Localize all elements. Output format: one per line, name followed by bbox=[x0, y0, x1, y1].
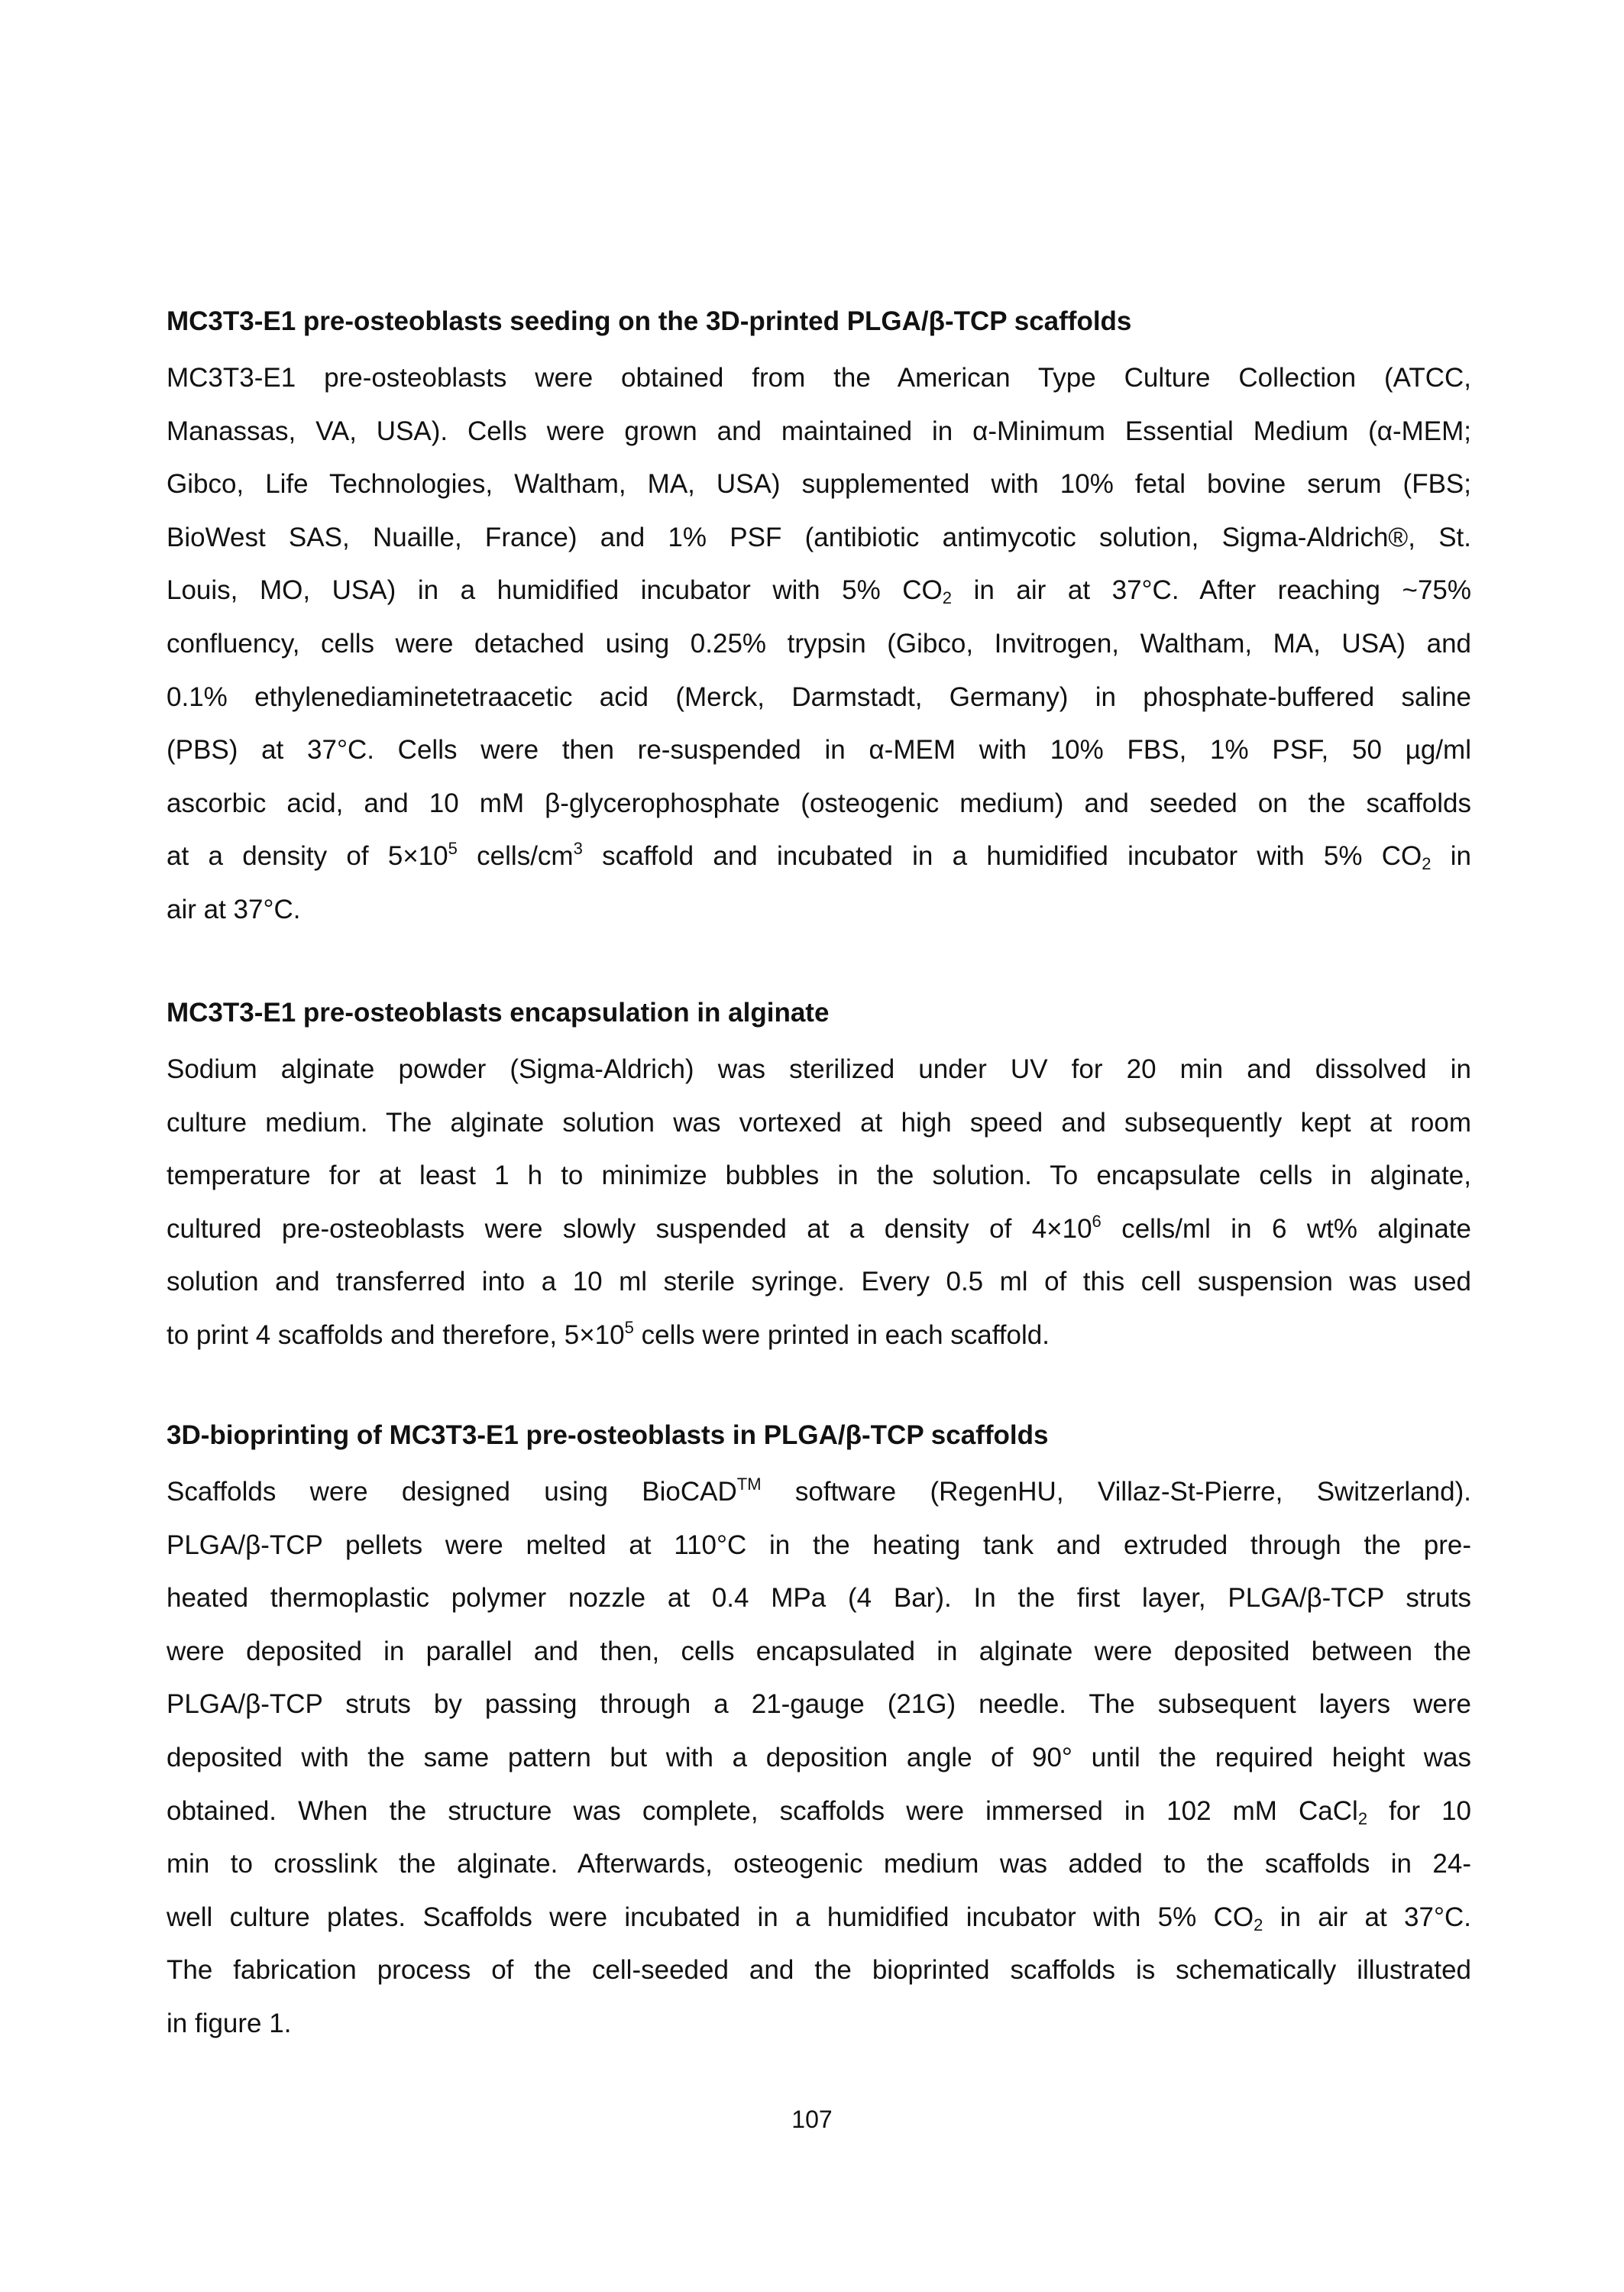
text-segment: in air at 37°C. bbox=[1263, 1902, 1471, 1932]
text-segment: cultured pre-osteoblasts were slowly suspended at a density of 4×10 bbox=[167, 1213, 1092, 1244]
text-line bbox=[167, 1785, 1471, 1838]
text-segment: scaffold and incubated in a humidified incubator with 5% CO bbox=[582, 841, 1422, 872]
text-line bbox=[167, 1997, 1471, 2051]
paragraph bbox=[167, 1465, 1471, 2051]
text-line bbox=[167, 1678, 1471, 1731]
text-segment: PLGA/β-TCP struts by passing through a 21-gauge (21G) needle. The subsequent layers were bbox=[167, 1689, 1471, 1720]
superscript: 3 bbox=[573, 839, 583, 859]
text-segment: cells/ml in 6 wt% alginate bbox=[1101, 1213, 1471, 1244]
text-segment: culture medium. The alginate solution was vortexed at high speed and subsequently kept at room bbox=[167, 1107, 1471, 1138]
text-line bbox=[167, 617, 1471, 671]
text-line bbox=[167, 1309, 1471, 1362]
text-line bbox=[167, 405, 1471, 458]
text-line bbox=[167, 1891, 1471, 1944]
text-line bbox=[167, 1149, 1471, 1203]
text-segment: min to crosslink the alginate. Afterwards, osteogenic medium was added to the scaffolds in 24- bbox=[167, 1849, 1471, 1879]
text-segment: obtained. When the structure was complete, scaffolds were immersed in 102 mM CaCl bbox=[167, 1795, 1358, 1826]
text-segment: in bbox=[1431, 841, 1471, 872]
text-segment: Scaffolds were designed using BioCAD bbox=[167, 1477, 737, 1507]
superscript: 5 bbox=[448, 839, 458, 859]
subscript: 2 bbox=[1357, 1808, 1368, 1828]
text-segment: ascorbic acid, and 10 mM β-glycerophosphate (osteogenic medium) and seeded on the scaffolds bbox=[167, 788, 1471, 818]
text-segment: PLGA/β-TCP pellets were melted at 110°C in the heating tank and extruded through the pre- bbox=[167, 1530, 1471, 1560]
text-segment: in air at 37°C. After reaching ~75% bbox=[952, 575, 1471, 606]
paragraph bbox=[167, 1043, 1471, 1362]
text-segment: to print 4 scaffolds and therefore, 5×10 bbox=[167, 1319, 625, 1350]
text-segment: were deposited in parallel and then, cells encapsulated in alginate were deposited between the bbox=[167, 1636, 1471, 1666]
section-heading: 3D-bioprinting of MC3T3-E1 pre-osteoblasts in PLGA/β-TCP scaffolds bbox=[167, 1420, 1049, 1450]
text-segment: deposited with the same pattern but with a deposition angle of 90° until the required height was bbox=[167, 1742, 1471, 1772]
text-line bbox=[167, 1731, 1471, 1785]
text-line bbox=[167, 671, 1471, 724]
text-segment: The fabrication process of the cell-seeded and the bioprinted scaffolds is schematically illustrated bbox=[167, 1955, 1471, 1986]
section-heading: MC3T3-E1 pre-osteoblasts encapsulation in alginate bbox=[167, 998, 830, 1028]
text-line bbox=[167, 1255, 1471, 1309]
text-line bbox=[167, 1096, 1471, 1150]
text-segment: heated thermoplastic polymer nozzle at 0.4 MPa (4 Bar). In the first layer, PLGA/β-TCP struts bbox=[167, 1583, 1471, 1614]
section-cell-seeding bbox=[167, 295, 1471, 937]
superscript: 5 bbox=[624, 1317, 634, 1337]
text-segment: MC3T3-E1 pre-osteoblasts were obtained from the American Type Culture Collection (ATCC, bbox=[167, 363, 1471, 393]
text-segment: 0.1% ethylenediaminetetraacetic acid (Merck, Darmstadt, Germany) in phosphate-buffered saline bbox=[167, 681, 1471, 712]
paragraph bbox=[167, 351, 1471, 937]
text-line bbox=[167, 458, 1471, 511]
text-line bbox=[167, 883, 1471, 937]
text-segment: Manassas, VA, USA). Cells were grown and maintained in α-Minimum Essential Medium (α-MEM; bbox=[167, 416, 1471, 446]
text-segment: Louis, MO, USA) in a humidified incubator with 5% CO bbox=[167, 575, 943, 606]
text-segment: confluency, cells were detached using 0.25% trypsin (Gibco, Invitrogen, Waltham, MA, USA) and bbox=[167, 628, 1471, 659]
text-line bbox=[167, 1625, 1471, 1679]
text-line bbox=[167, 1837, 1471, 1891]
text-line bbox=[167, 1043, 1471, 1096]
superscript: 6 bbox=[1092, 1211, 1102, 1231]
text-line bbox=[167, 1465, 1471, 1519]
text-line bbox=[167, 1944, 1471, 1997]
text-segment: solution and transferred into a 10 ml sterile syringe. Every 0.5 ml of this cell suspension was used bbox=[167, 1267, 1471, 1297]
text-segment: software (RegenHU, Villaz-St-Pierre, Switzerland). bbox=[761, 1477, 1471, 1507]
text-segment: Sodium alginate powder (Sigma-Aldrich) was sterilized under UV for 20 min and dissolved in bbox=[167, 1054, 1471, 1084]
text-line bbox=[167, 1519, 1471, 1572]
subscript: 2 bbox=[1422, 854, 1432, 874]
text-line bbox=[167, 1572, 1471, 1625]
text-segment: well culture plates. Scaffolds were incubated in a humidified incubator with 5% CO bbox=[167, 1902, 1254, 1932]
subscript: 2 bbox=[1254, 1915, 1263, 1934]
text-line bbox=[167, 724, 1471, 777]
text-segment: for 10 bbox=[1367, 1795, 1471, 1826]
text-line bbox=[167, 564, 1471, 617]
section-heading: MC3T3-E1 pre-osteoblasts seeding on the 3D-printed PLGA/β-TCP scaffolds bbox=[167, 306, 1132, 336]
text-line bbox=[167, 511, 1471, 565]
text-segment: in figure 1. bbox=[167, 2008, 292, 2038]
text-segment: Gibco, Life Technologies, Waltham, MA, USA) supplemented with 10% fetal bovine serum (FBS; bbox=[167, 469, 1471, 500]
text-line bbox=[167, 1203, 1471, 1256]
text-line bbox=[167, 830, 1471, 883]
text-segment: at a density of 5×10 bbox=[167, 841, 448, 872]
text-segment: cells/cm bbox=[457, 841, 574, 872]
text-segment: BioWest SAS, Nuaille, France) and 1% PSF (antibiotic antimycotic solution, Sigma-Aldrich®, St. bbox=[167, 522, 1471, 552]
subscript: 2 bbox=[942, 588, 953, 608]
section-bioprinting bbox=[167, 1409, 1471, 2051]
text-segment: temperature for at least 1 h to minimize bubbles in the solution. To encapsulate cells in alginate, bbox=[167, 1161, 1471, 1191]
superscript: TM bbox=[736, 1475, 762, 1494]
section-alginate-encapsulation bbox=[167, 986, 1471, 1362]
text-segment: (PBS) at 37°C. Cells were then re-suspended in α-MEM with 10% FBS, 1% PSF, 50 µg/ml bbox=[167, 735, 1471, 766]
page-number: 107 bbox=[791, 2106, 833, 2133]
text-line bbox=[167, 351, 1471, 405]
text-line bbox=[167, 777, 1471, 830]
text-segment: air at 37°C. bbox=[167, 894, 301, 924]
text-segment: cells were printed in each scaffold. bbox=[633, 1319, 1050, 1350]
